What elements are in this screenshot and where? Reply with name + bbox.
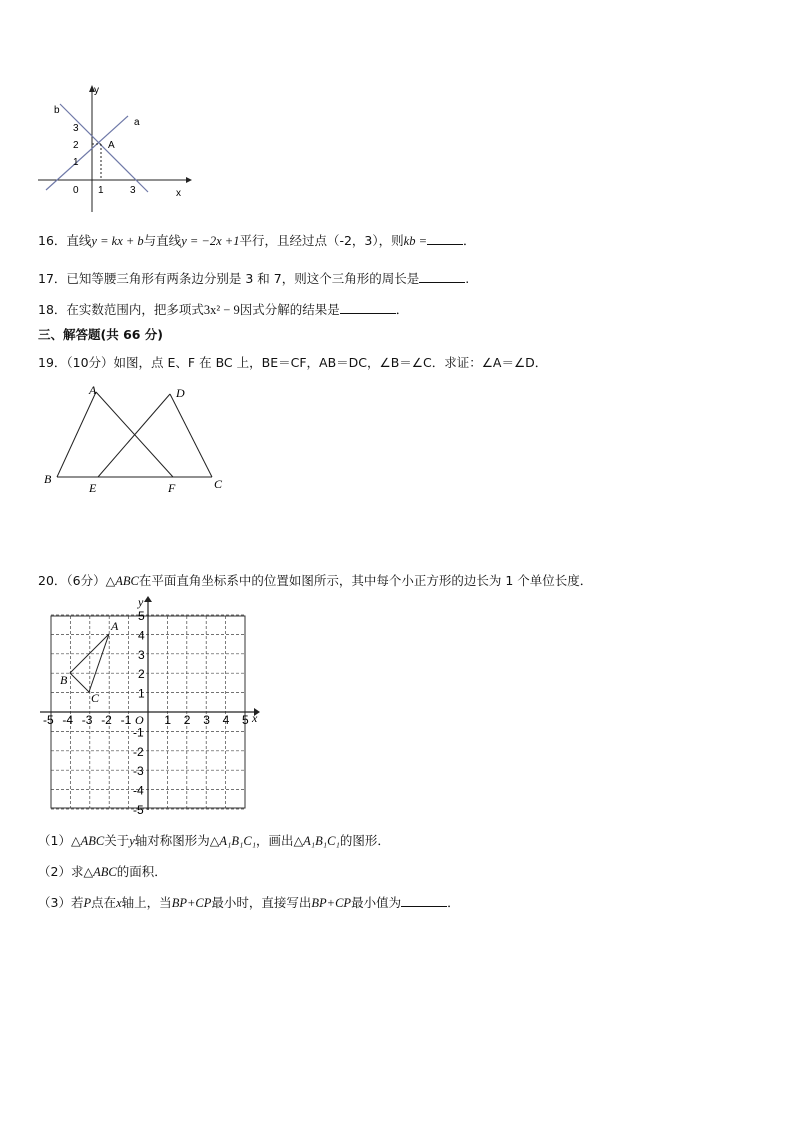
point-a-label: A — [108, 140, 115, 151]
q16-suffix: 平行，且经过点（-2，3），则 — [239, 233, 404, 248]
question-20-part-2 — [38, 863, 167, 881]
grid-x-tick-label: -3 — [81, 713, 93, 727]
q20-2-text: 的面积． — [116, 864, 167, 879]
x-axis-label: x — [176, 188, 181, 199]
x-tick-0: 0 — [73, 185, 79, 196]
q18-answer-blank[interactable] — [340, 301, 396, 314]
q20-1-abc: △ABC — [70, 834, 105, 848]
line-a-label: a — [134, 117, 140, 128]
label-c: C — [214, 477, 223, 491]
question-17 — [38, 270, 469, 288]
q20-3-answer-blank[interactable] — [401, 894, 447, 907]
q20-3-text-d: 最小值为 — [351, 895, 402, 910]
grid-x-label: x — [252, 711, 258, 725]
q20-3-text-b: 轴上，当 — [121, 895, 172, 910]
q20-prefix: 20．（6分） — [38, 573, 106, 588]
lines-ab-figure — [36, 80, 196, 220]
x-axis-arrow — [186, 177, 192, 183]
q18-expr: 3x² − 9 — [203, 303, 240, 317]
q20-3-end: ． — [447, 895, 460, 910]
label-d: D — [176, 386, 185, 400]
segment-ab — [57, 392, 96, 477]
grid-y-tick-label: -1 — [133, 725, 144, 740]
grid-x-tick-label: -4 — [62, 713, 74, 727]
q20-suffix: 在平面直角坐标系中的位置如图所示，其中每个小正方形的边长为 1 个单位长度． — [138, 573, 593, 588]
grid-point-a: A — [111, 619, 119, 633]
grid-y-tick-label: 3 — [138, 647, 145, 662]
y-tick-2: 2 — [73, 140, 79, 151]
q20-1-text-a: 关于 — [104, 833, 130, 848]
x-tick-3: 3 — [130, 185, 136, 196]
q20-1-text-c: ，画出 — [256, 833, 294, 848]
grid-y-label: y — [138, 596, 144, 609]
grid-x-tick-label: 1 — [164, 713, 172, 727]
question-20 — [38, 572, 592, 590]
coordinate-grid-figure — [36, 596, 266, 816]
q20-3-text-c: 最小时，直接写出 — [211, 895, 312, 910]
grid-x-tick-label: -5 — [43, 713, 54, 727]
q16-prefix: 16．直线 — [38, 233, 92, 248]
triangles-figure — [38, 380, 238, 500]
label-e: E — [89, 481, 97, 495]
grid-x-tick-label: -1 — [120, 713, 132, 727]
q20-triangle: △ABC — [105, 574, 139, 588]
x-tick-1: 1 — [98, 185, 104, 196]
grid-y-tick-label: 5 — [138, 609, 145, 623]
q20-3-text-a: 点在 — [91, 895, 117, 910]
grid-x-ticks — [43, 713, 249, 727]
question-20-part-3 — [38, 894, 460, 912]
q16-end: ． — [463, 233, 476, 248]
q20-1-text-b: 轴对称图形为 — [134, 833, 210, 848]
q16-answer-blank[interactable] — [427, 232, 463, 245]
question-16 — [38, 232, 476, 250]
q20-1-text-d: 的图形． — [339, 833, 390, 848]
grid-y-tick-label: -3 — [133, 764, 144, 779]
q20-3-bpcp-b: BP+CP — [311, 896, 352, 910]
question-19: 19．（10分）如图，点 E、F 在 BC 上，BE＝CF，AB＝DC，∠B＝∠C．求证：∠A＝∠D． — [38, 355, 548, 370]
line-b-label: b — [54, 105, 60, 116]
segment-dc — [170, 394, 212, 477]
grid-y-tick-label: -4 — [133, 783, 144, 798]
question-18 — [38, 301, 408, 319]
label-b: B — [44, 472, 52, 486]
q16-kb: kb = — [403, 234, 427, 248]
q17-text: 17．已知等腰三角形有两条边分别是 3 和 7，则这个三角形的周长是 — [38, 271, 420, 286]
section-3-heading: 三、解答题(共 66 分) — [38, 327, 164, 342]
y-tick-1: 1 — [73, 157, 79, 168]
q17-answer-blank[interactable] — [419, 270, 465, 283]
q20-3-bpcp: BP+CP — [171, 896, 212, 910]
line-a — [46, 116, 128, 190]
grid-x-tick-label: 4 — [222, 713, 230, 727]
label-f: F — [168, 481, 176, 495]
q20-1-a1b1c1-b: △A₁B₁C₁ — [293, 834, 340, 848]
grid-x-tick-label: -2 — [101, 713, 112, 727]
grid-y-tick-label: 2 — [138, 667, 145, 682]
grid-origin-label: O — [135, 713, 144, 727]
q20-1-a1b1c1: △A₁B₁C₁ — [209, 834, 257, 848]
q18-end: ． — [395, 302, 409, 317]
q20-2-abc: △ABC — [83, 865, 117, 879]
q20-3-label: （3）若 — [38, 895, 84, 910]
grid-y-tick-label: 4 — [138, 628, 145, 643]
label-a: A — [89, 383, 97, 397]
q20-3-p: P — [83, 896, 92, 910]
grid-point-c: C — [91, 691, 100, 705]
q16-mid: 与直线 — [143, 233, 182, 248]
question-20-part-1 — [38, 832, 390, 850]
q20-3-x: x — [116, 896, 122, 910]
q20-1-label: （1） — [38, 833, 71, 848]
grid-y-axis-arrow — [144, 596, 152, 602]
grid-y-tick-label: -2 — [133, 744, 144, 759]
q17-end: . — [465, 271, 470, 286]
q18-suffix: 因式分解的结果是 — [239, 302, 340, 317]
q20-1-y: y — [129, 834, 135, 848]
grid-x-tick-label: 5 — [242, 713, 249, 727]
q16-eq1: y = kx + b — [91, 234, 144, 248]
q18-prefix: 18．在实数范围内，把多项式 — [38, 302, 204, 317]
q20-2-label: （2）求 — [38, 864, 84, 879]
grid-point-b: B — [60, 673, 68, 687]
q16-eq2: y = −2x +1 — [181, 234, 240, 248]
y-axis-label: y — [94, 85, 99, 96]
grid-x-tick-label: 2 — [183, 713, 191, 727]
grid-x-tick-label: 3 — [203, 713, 210, 727]
grid-y-tick-label: 1 — [138, 686, 145, 701]
y-tick-3: 3 — [73, 123, 79, 134]
grid-y-tick-label: -5 — [133, 803, 144, 816]
